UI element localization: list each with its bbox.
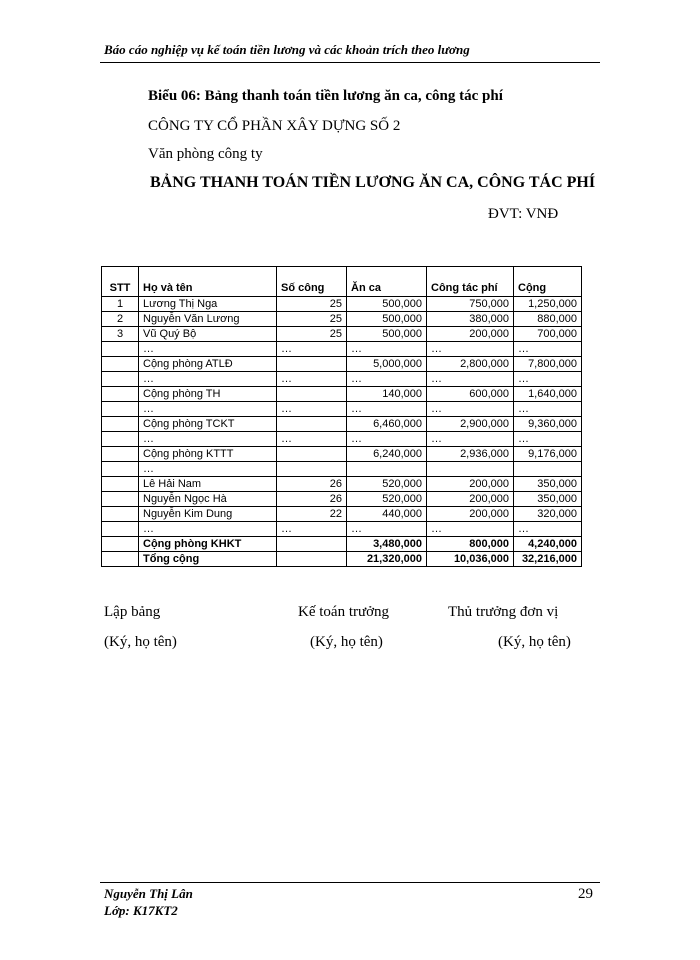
table-row: [102, 522, 582, 537]
table-cell: …: [139, 402, 277, 417]
table-cell: …: [139, 432, 277, 447]
table-cell: Nguyễn Kim Dung: [139, 507, 277, 522]
table-cell: 7,800,000: [514, 357, 582, 372]
table-cell: 25: [277, 297, 347, 312]
table-cell: …: [277, 402, 347, 417]
company-name: CÔNG TY CỔ PHẦN XÂY DỰNG SỐ 2: [148, 118, 401, 134]
table-cell: Cộng phòng ATLĐ: [139, 357, 277, 372]
table-cell: …: [427, 402, 514, 417]
table-cell: …: [427, 522, 514, 537]
table-cell: 700,000: [514, 327, 582, 342]
table-body: [102, 297, 582, 567]
table-cell: Vũ Quý Bộ: [139, 327, 277, 342]
table-cell: [102, 537, 139, 552]
signature-note-chief-accountant: (Ký, họ tên): [310, 634, 383, 650]
table-row: [102, 387, 582, 402]
table-row: [102, 357, 582, 372]
table-cell: …: [514, 522, 582, 537]
table-row: [102, 477, 582, 492]
form-heading: Biểu 06: Bảng thanh toán tiền lương ăn ca, công tác phí: [148, 88, 503, 104]
table-cell: 520,000: [347, 492, 427, 507]
table-row: [102, 372, 582, 387]
table-cell: …: [514, 432, 582, 447]
table-cell: 26: [277, 492, 347, 507]
footer-class: Lớp: K17KT2: [104, 903, 178, 918]
table-cell: Lương Thị Nga: [139, 297, 277, 312]
table-cell: 22: [277, 507, 347, 522]
table-cell: 5,000,000: [347, 357, 427, 372]
currency-unit: ĐVT: VNĐ: [488, 206, 559, 222]
table-cell: [102, 477, 139, 492]
department-name: Văn phòng công ty: [148, 146, 263, 162]
footer-author: Nguyễn Thị Lân: [104, 886, 193, 901]
header-divider: [100, 62, 600, 63]
column-header: Họ và tên: [139, 267, 277, 297]
table-cell: 21,320,000: [347, 552, 427, 567]
table-cell: [277, 387, 347, 402]
table-cell: 2: [102, 312, 139, 327]
table-cell: Cộng phòng TCKT: [139, 417, 277, 432]
table-cell: [102, 387, 139, 402]
table-cell: 600,000: [427, 387, 514, 402]
table-cell: [347, 462, 427, 477]
table-cell: …: [514, 372, 582, 387]
table-cell: [102, 402, 139, 417]
table-cell: 1: [102, 297, 139, 312]
page-number: 29: [578, 886, 593, 902]
table-cell: Nguyễn Văn Lương: [139, 312, 277, 327]
table-cell: [102, 372, 139, 387]
table-cell: 880,000: [514, 312, 582, 327]
table-row: [102, 342, 582, 357]
column-header: Công tác phí: [427, 267, 514, 297]
running-header: Báo cáo nghiệp vụ kế toán tiền lương và các khoản trích theo lương: [104, 42, 470, 57]
table-cell: 750,000: [427, 297, 514, 312]
table-title: BẢNG THANH TOÁN TIỀN LƯƠNG ĂN CA, CÔNG TÁC PHÍ: [150, 174, 596, 191]
signature-label-chief-accountant: Kế toán trưởng: [298, 604, 390, 620]
table-cell: …: [139, 342, 277, 357]
table-cell: 440,000: [347, 507, 427, 522]
table-row: [102, 462, 582, 477]
signature-label-director: Thủ trưởng đơn vị: [448, 604, 559, 620]
table-cell: [277, 447, 347, 462]
table-cell: [277, 552, 347, 567]
table-cell: Nguyễn Ngọc Hà: [139, 492, 277, 507]
table-cell: 9,176,000: [514, 447, 582, 462]
table-cell: [102, 432, 139, 447]
table-cell: …: [427, 342, 514, 357]
table-cell: Tổng cộng: [139, 552, 277, 567]
table-cell: [102, 462, 139, 477]
table-cell: 2,936,000: [427, 447, 514, 462]
column-header: Cộng: [514, 267, 582, 297]
signature-note-director: (Ký, họ tên): [498, 634, 571, 650]
table-cell: 350,000: [514, 477, 582, 492]
table-cell: 10,036,000: [427, 552, 514, 567]
table-cell: 25: [277, 327, 347, 342]
table-cell: Cộng phòng KHKT: [139, 537, 277, 552]
table-cell: …: [427, 432, 514, 447]
table-cell: [102, 492, 139, 507]
table-cell: 1,640,000: [514, 387, 582, 402]
table-cell: [277, 357, 347, 372]
table-cell: 520,000: [347, 477, 427, 492]
table-cell: [514, 462, 582, 477]
footer-divider: [100, 882, 600, 883]
table-cell: 9,360,000: [514, 417, 582, 432]
column-header: Ăn ca: [347, 267, 427, 297]
table-cell: 2,800,000: [427, 357, 514, 372]
table-cell: …: [139, 522, 277, 537]
table-cell: 500,000: [347, 327, 427, 342]
table-cell: 1,250,000: [514, 297, 582, 312]
table-row: [102, 492, 582, 507]
table-cell: …: [347, 402, 427, 417]
table-cell: 3,480,000: [347, 537, 427, 552]
table-cell: …: [347, 522, 427, 537]
table-cell: …: [427, 372, 514, 387]
table-cell: 3: [102, 327, 139, 342]
table-row: [102, 507, 582, 522]
table-cell: 800,000: [427, 537, 514, 552]
table-cell: Cộng phòng KTTT: [139, 447, 277, 462]
table-cell: [102, 342, 139, 357]
table-cell: 200,000: [427, 492, 514, 507]
table-cell: [102, 357, 139, 372]
table-cell: 200,000: [427, 507, 514, 522]
table-cell: [102, 522, 139, 537]
table-row: [102, 432, 582, 447]
table-cell: [427, 462, 514, 477]
table-cell: 2,900,000: [427, 417, 514, 432]
table-cell: 380,000: [427, 312, 514, 327]
table-cell: 200,000: [427, 477, 514, 492]
table-cell: [277, 462, 347, 477]
table-cell: 350,000: [514, 492, 582, 507]
table-cell: 140,000: [347, 387, 427, 402]
table-row: [102, 447, 582, 462]
table-cell: …: [347, 342, 427, 357]
table-cell: 6,240,000: [347, 447, 427, 462]
table-row: [102, 552, 582, 567]
table-cell: 500,000: [347, 312, 427, 327]
table-cell: Cộng phòng TH: [139, 387, 277, 402]
table-row: [102, 417, 582, 432]
table-cell: 25: [277, 312, 347, 327]
payment-table: [101, 266, 582, 567]
table-cell: …: [347, 432, 427, 447]
signature-label-preparer: Lập bảng: [104, 604, 161, 620]
table-cell: …: [514, 402, 582, 417]
table-cell: …: [139, 462, 277, 477]
table-cell: [102, 552, 139, 567]
table-cell: [102, 417, 139, 432]
table-row: [102, 312, 582, 327]
column-header: Số công: [277, 267, 347, 297]
table-cell: [277, 537, 347, 552]
table-cell: 200,000: [427, 327, 514, 342]
table-cell: …: [277, 342, 347, 357]
table-row: [102, 537, 582, 552]
table-cell: [102, 507, 139, 522]
table-cell: …: [277, 372, 347, 387]
table-cell: 6,460,000: [347, 417, 427, 432]
table-cell: 32,216,000: [514, 552, 582, 567]
column-header: STT: [102, 267, 139, 297]
table-cell: 4,240,000: [514, 537, 582, 552]
table-cell: …: [139, 372, 277, 387]
table-header-row: [102, 267, 582, 297]
table-cell: 500,000: [347, 297, 427, 312]
table-cell: 320,000: [514, 507, 582, 522]
table-cell: [277, 417, 347, 432]
table-cell: …: [277, 522, 347, 537]
table-row: [102, 297, 582, 312]
signature-note-preparer: (Ký, họ tên): [104, 634, 177, 650]
table-row: [102, 402, 582, 417]
table-cell: …: [347, 372, 427, 387]
table-cell: Lê Hải Nam: [139, 477, 277, 492]
table-cell: 26: [277, 477, 347, 492]
table-cell: …: [514, 342, 582, 357]
table-cell: [102, 447, 139, 462]
table-cell: …: [277, 432, 347, 447]
table-row: [102, 327, 582, 342]
